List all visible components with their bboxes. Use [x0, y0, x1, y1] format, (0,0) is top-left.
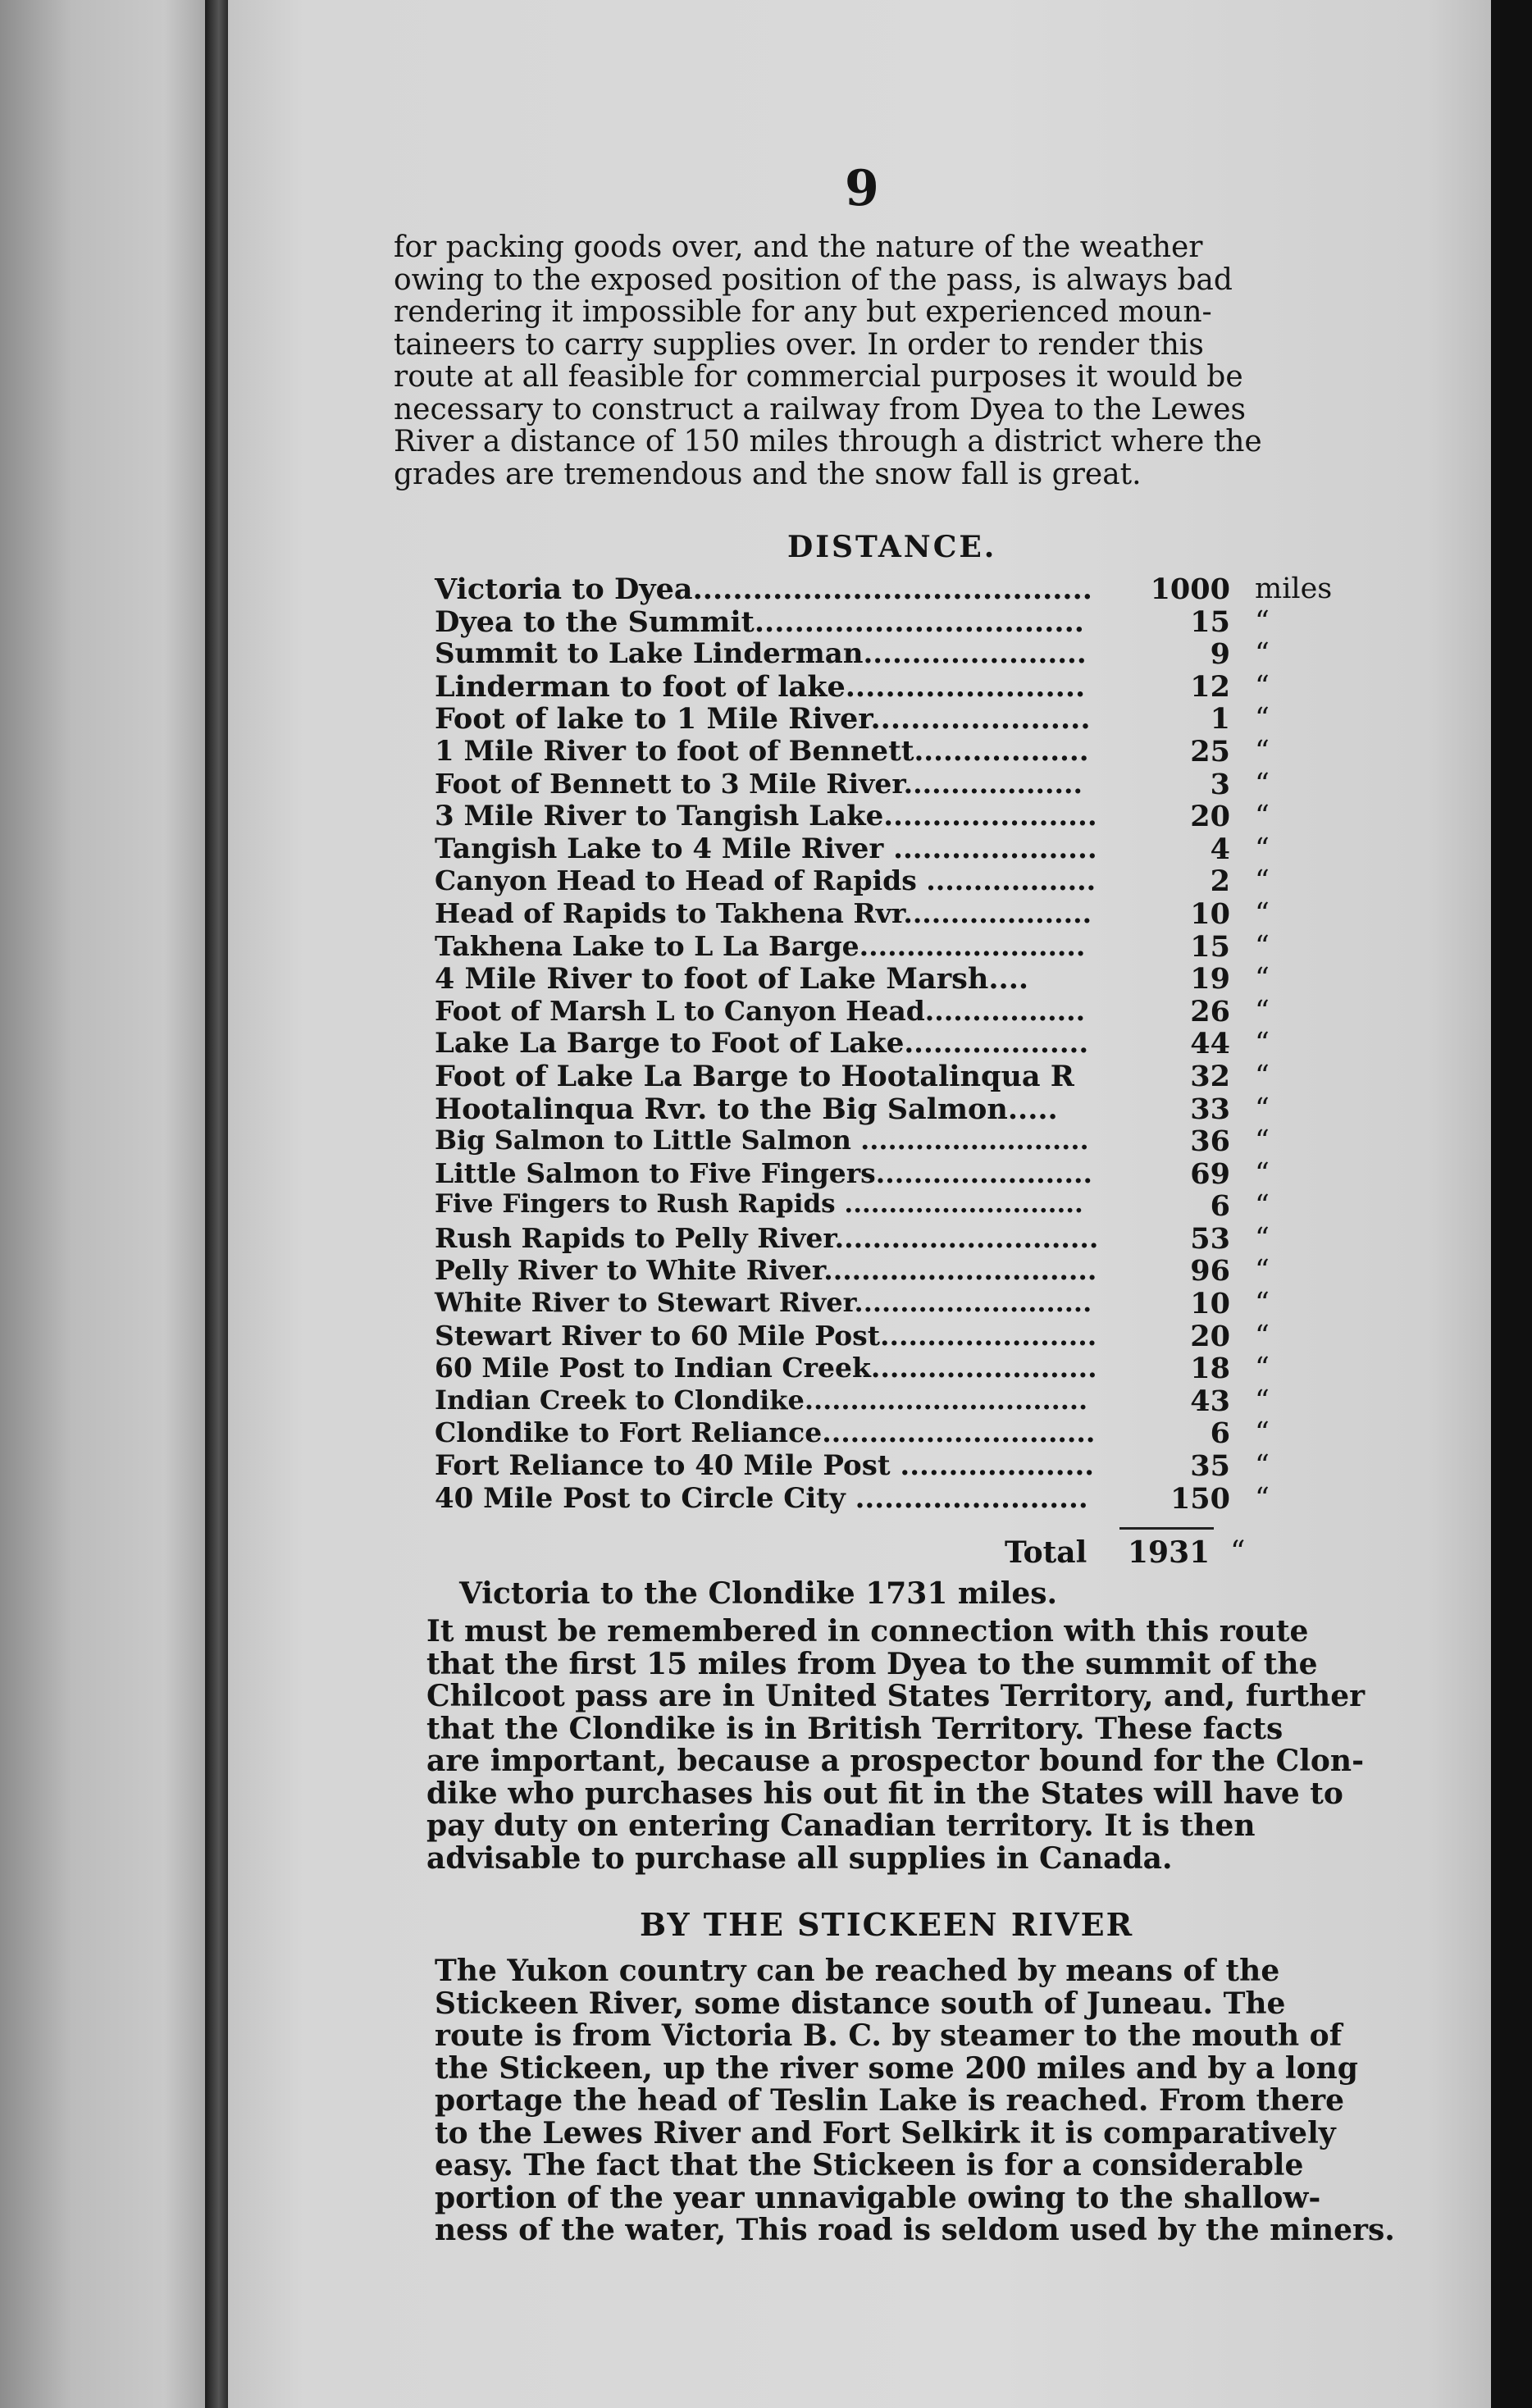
distance-route: Foot of Lake La Barge to Hootalinqua R: [435, 1059, 1074, 1093]
distance-miles: 3: [1210, 767, 1230, 801]
stickeen-line: to the Lewes River and Fort Selkirk it is comparatively: [435, 2115, 1336, 2150]
distance-row: [435, 1384, 1296, 1417]
distance-unit: “: [1255, 994, 1270, 1028]
remember-line: dike who purchases his out fit in the States will have to: [426, 1776, 1343, 1811]
intro-line: grades are tremendous and the snow fall is great.: [394, 457, 1142, 491]
distance-unit: “: [1255, 1352, 1270, 1385]
distance-miles: 1: [1210, 702, 1230, 737]
distance-unit: “: [1255, 929, 1270, 963]
distance-miles: 15: [1190, 929, 1230, 964]
stickeen-line: the Stickeen, up the river some 200 miles and by a long: [435, 2050, 1358, 2086]
distance-row: [435, 768, 1296, 800]
distance-row: [435, 1254, 1296, 1287]
distance-row: [435, 605, 1296, 638]
distance-heading: DISTANCE.: [787, 530, 997, 564]
distance-row: [435, 637, 1296, 670]
distance-unit: “: [1255, 1287, 1270, 1320]
stickeen-line: portage the head of Teslin Lake is reached. From there: [435, 2083, 1345, 2118]
distance-unit: “: [1255, 604, 1270, 638]
remember-paragraph: [426, 1616, 1402, 1875]
distance-unit: miles: [1255, 572, 1333, 605]
distance-row: [435, 1189, 1296, 1222]
distance-route: Victoria to Dyea........................................: [435, 572, 1092, 606]
distance-row: [435, 735, 1296, 768]
distance-miles: 6: [1210, 1416, 1230, 1451]
distance-route: Head of Rapids to Takhena Rvr....................: [435, 896, 1092, 929]
distance-miles: 20: [1190, 800, 1230, 834]
distance-route: 1 Mile River to foot of Bennett..................: [435, 734, 1089, 768]
distance-unit: “: [1255, 1254, 1270, 1288]
stickeen-line: route is from Victoria B. C. by steamer to the mouth of: [435, 2018, 1343, 2053]
intro-line: owing to the exposed position of the pass, is always bad: [394, 262, 1233, 297]
distance-row: [435, 1287, 1296, 1320]
remember-line: that the Clondike is in British Territory. These facts: [426, 1711, 1284, 1746]
distance-route: Fort Reliance to 40 Mile Post ....................: [435, 1449, 1095, 1483]
distance-miles: 18: [1190, 1352, 1230, 1386]
distance-route: Canyon Head to Head of Rapids ..................: [435, 864, 1097, 897]
distance-unit: “: [1255, 1319, 1270, 1352]
distance-unit: “: [1255, 1189, 1270, 1223]
remember-line: It must be remembered in connection with this route: [426, 1614, 1309, 1649]
distance-unit: “: [1255, 1416, 1270, 1450]
distance-route: Takhena Lake to L La Barge........................: [435, 929, 1086, 962]
remember-line: that the first 15 miles from Dyea to the summit of the: [426, 1646, 1318, 1681]
distance-route: Linderman to foot of lake........................: [435, 669, 1086, 704]
stickeen-line: ness of the water, This road is seldom used by the miners.: [435, 2213, 1395, 2247]
distance-route: Stewart River to 60 Mile Post.......................: [435, 1319, 1097, 1352]
remember-line: Chilcoot pass are in United States Territory, and, further: [426, 1679, 1366, 1713]
distance-unit: “: [1255, 734, 1270, 768]
distance-miles: 19: [1190, 962, 1230, 996]
distance-miles: 10: [1190, 1287, 1230, 1321]
distance-route: Indian Creek to Clondike...............................: [435, 1384, 1088, 1416]
distance-route: Summit to Lake Linderman.......................: [435, 637, 1087, 671]
distance-miles: 4: [1210, 832, 1230, 866]
distance-route: Tangish Lake to 4 Mile River .....................: [435, 832, 1097, 865]
distance-row: [435, 1482, 1296, 1515]
distance-route: 3 Mile River to Tangish Lake......................: [435, 800, 1097, 833]
distance-miles: 150: [1170, 1481, 1230, 1516]
distance-route: Clondike to Fort Reliance.............................: [435, 1416, 1096, 1449]
distance-route: Little Salmon to Five Fingers.......................: [435, 1156, 1093, 1189]
distance-route: Foot of Bennett to 3 Mile River...................: [435, 767, 1083, 800]
distance-unit: “: [1255, 1156, 1270, 1190]
distance-miles: 44: [1190, 1027, 1230, 1061]
stickeen-line: Stickeen River, some distance south of Juneau. The: [435, 1986, 1286, 2021]
distance-miles: 20: [1190, 1319, 1230, 1353]
distance-row: [435, 1449, 1296, 1482]
distance-row: [435, 995, 1296, 1028]
distance-unit: “: [1255, 1092, 1270, 1125]
distance-unit: “: [1255, 1124, 1270, 1158]
distance-row: [435, 897, 1296, 930]
distance-route: Foot of Marsh L to Canyon Head.................: [435, 994, 1086, 1027]
total-label: Total: [1005, 1535, 1087, 1570]
distance-miles: 33: [1190, 1092, 1230, 1126]
distance-unit: “: [1255, 637, 1270, 671]
distance-route: White River to Stewart River..........................: [435, 1287, 1092, 1319]
distance-miles: 53: [1190, 1221, 1230, 1256]
distance-unit: “: [1255, 669, 1270, 703]
distance-miles: 36: [1190, 1124, 1230, 1159]
distance-miles: 9: [1210, 637, 1230, 672]
intro-line: River a distance of 150 miles through a district where the: [394, 425, 1262, 458]
distance-row: [435, 832, 1296, 865]
remember-line: are important, because a prospector bound for the Clon-: [426, 1744, 1365, 1778]
total-rule: [1119, 1527, 1214, 1530]
distance-row: [435, 572, 1333, 606]
distance-row: [435, 1060, 1296, 1092]
distance-miles: 32: [1190, 1059, 1230, 1093]
total-value: 1931: [1128, 1535, 1211, 1570]
distance-miles: 69: [1190, 1156, 1230, 1191]
distance-unit: “: [1255, 767, 1270, 800]
distance-route: 40 Mile Post to Circle City ........................: [435, 1481, 1088, 1515]
distance-route: Five Fingers to Rush Rapids ...........................: [435, 1189, 1083, 1220]
intro-line: route at all feasible for commercial purposes it would be: [394, 360, 1243, 394]
distance-route: Pelly River to White River.............................: [435, 1254, 1097, 1287]
distance-miles: 12: [1190, 669, 1230, 704]
distance-row: [435, 864, 1296, 897]
adjacent-page-edge: [0, 0, 205, 2408]
distance-miles: 35: [1190, 1449, 1230, 1484]
distance-row: [435, 1092, 1296, 1125]
distance-row: [435, 800, 1296, 832]
stickeen-heading: BY THE STICKEEN RIVER: [640, 1906, 1134, 1943]
distance-miles: 25: [1190, 734, 1230, 768]
distance-row: [435, 962, 1296, 995]
distance-miles: 15: [1190, 604, 1230, 639]
page-edge-shadow: [1491, 0, 1532, 2408]
distance-row: [435, 1124, 1296, 1157]
remember-line: pay duty on entering Canadian territory. It is then: [426, 1808, 1256, 1843]
distance-unit: “: [1255, 864, 1270, 898]
distance-unit: “: [1255, 702, 1270, 736]
distance-row: [435, 1222, 1296, 1255]
distance-route: Big Salmon to Little Salmon .........................: [435, 1124, 1089, 1156]
distance-route: Lake La Barge to Foot of Lake...................: [435, 1027, 1089, 1060]
distance-unit: “: [1255, 1481, 1270, 1515]
distance-row: [435, 1157, 1296, 1190]
distance-route: 60 Mile Post to Indian Creek........................: [435, 1352, 1097, 1384]
page-number: 9: [845, 160, 879, 217]
distance-route: 4 Mile River to foot of Lake Marsh....: [435, 962, 1029, 996]
distance-unit: “: [1255, 1027, 1270, 1060]
stickeen-paragraph: [435, 1955, 1411, 2247]
distance-row: [435, 1416, 1296, 1449]
distance-miles: 6: [1210, 1189, 1230, 1224]
remember-line: advisable to purchase all supplies in Canada.: [426, 1840, 1173, 1876]
distance-miles: 1000: [1150, 572, 1230, 606]
distance-row: [435, 930, 1296, 963]
total-unit: “: [1230, 1535, 1246, 1569]
distance-table: [435, 572, 1333, 1516]
stickeen-line: portion of the year unnavigable owing to the shallow-: [435, 2180, 1321, 2215]
distance-route: Rush Rapids to Pelly River............................: [435, 1221, 1099, 1254]
distance-miles: 10: [1190, 896, 1230, 931]
distance-row: [435, 702, 1296, 735]
distance-miles: 2: [1210, 864, 1230, 899]
stickeen-line: easy. The fact that the Stickeen is for a considerable: [435, 2148, 1304, 2182]
distance-miles: 26: [1190, 994, 1230, 1028]
distance-unit: “: [1255, 832, 1270, 865]
book-gutter: [205, 0, 228, 2408]
distance-unit: “: [1255, 896, 1270, 930]
distance-unit: “: [1255, 1384, 1270, 1417]
distance-unit: “: [1255, 1059, 1270, 1092]
distance-route: Hootalinqua Rvr. to the Big Salmon.....: [435, 1092, 1058, 1126]
intro-line: for packing goods over, and the nature of the weather: [394, 230, 1203, 264]
distance-unit: “: [1255, 962, 1270, 996]
distance-row: [435, 1352, 1296, 1384]
stickeen-line: The Yukon country can be reached by means of the: [435, 1954, 1280, 1988]
distance-unit: “: [1255, 1221, 1270, 1255]
distance-unit: “: [1255, 1449, 1270, 1483]
distance-miles: 96: [1190, 1254, 1230, 1288]
intro-line: necessary to construct a railway from Dyea to the Lewes: [394, 392, 1247, 426]
intro-line: rendering it impossible for any but experienced moun-: [394, 295, 1212, 329]
distance-route: Foot of lake to 1 Mile River......................: [435, 702, 1091, 737]
distance-route: Dyea to the Summit.................................: [435, 604, 1084, 639]
intro-paragraph: [394, 231, 1370, 490]
distance-row: [435, 1027, 1296, 1060]
distance-miles: 43: [1190, 1384, 1230, 1418]
summary-line: Victoria to the Clondike 1731 miles.: [459, 1576, 1058, 1611]
distance-row: [435, 1320, 1296, 1352]
intro-line: taineers to carry supplies over. In order to render this: [394, 327, 1204, 362]
distance-row: [435, 670, 1296, 703]
distance-unit: “: [1255, 800, 1270, 833]
